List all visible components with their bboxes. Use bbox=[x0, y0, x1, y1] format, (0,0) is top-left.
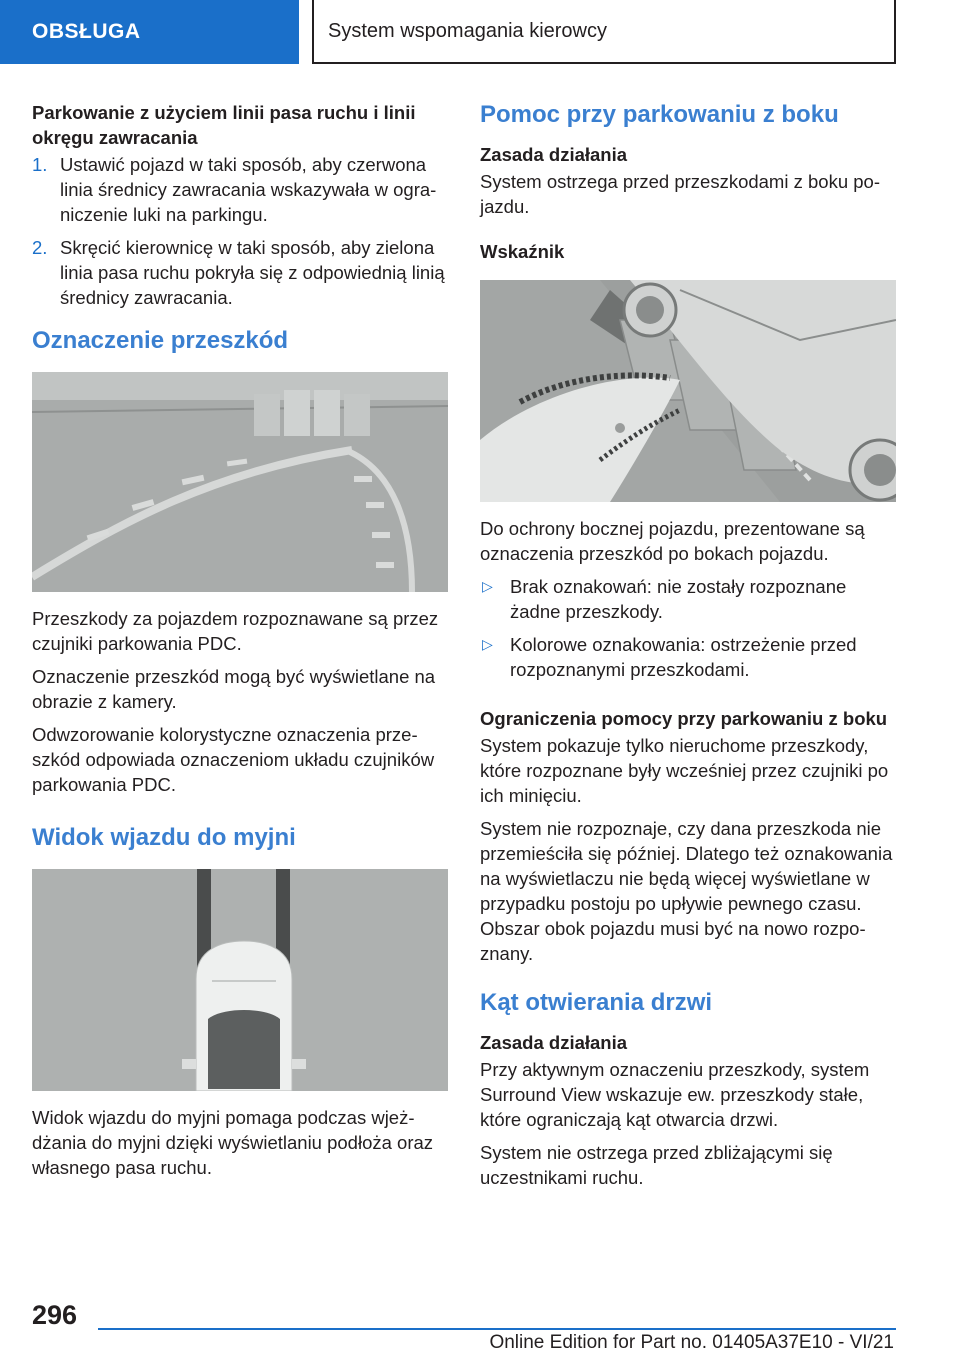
list-item bbox=[32, 152, 448, 227]
limits-para-1: System pokazuje tylko nieruchome przeszkody, które rozpoznane były wcześniej przez czujniki po ich minięciu. bbox=[480, 735, 889, 806]
carwash-view-image bbox=[32, 869, 448, 1091]
indicator-heading: Wskaźnik bbox=[480, 241, 565, 262]
chapter-title: System wspomagania kierowcy bbox=[312, 0, 896, 64]
indicator-bullets bbox=[480, 574, 896, 682]
obstacle-title: Oznaczenie przeszkód bbox=[32, 327, 289, 354]
indicator-para: Do ochrony bocznej pojazdu, prezentowane są oznaczenia przeszkód po bokach pojazdu. bbox=[480, 518, 865, 564]
principle-heading: Zasada działania bbox=[480, 144, 628, 165]
step-number: 1. bbox=[32, 154, 48, 175]
door-para-2: System nie ostrzega przed zbliżającymi się uczestnikami ruchu. bbox=[480, 1142, 833, 1188]
footer-divider bbox=[98, 1328, 896, 1330]
limits-heading: Ograniczenia pomocy przy parkowaniu z boku bbox=[480, 708, 888, 729]
section-tab[interactable]: OBSŁUGA bbox=[0, 0, 299, 64]
principle-para: System ostrzega przed przeszkodami z boku pojazdu. bbox=[480, 171, 880, 217]
carwash-title: Widok wjazdu do myjni bbox=[32, 824, 296, 851]
side-assist-title: Pomoc przy parkowaniu z boku bbox=[480, 101, 839, 128]
obstacle-para-1: Przeszkody za pojazdem rozpoznawane są przez czujniki parkowania PDC. bbox=[32, 608, 439, 654]
door-angle-title: Kąt otwierania drzwi bbox=[480, 989, 713, 1016]
list-item bbox=[480, 632, 896, 682]
bullet-text: Brak oznakowań: nie zostały rozpoznane żadne przeszkody. bbox=[510, 576, 847, 622]
obstacle-para-2: Oznaczenie przeszkód mogą być wyświetlane na obrazie z kamery. bbox=[32, 666, 436, 712]
steps-list bbox=[32, 152, 448, 310]
side-view-image bbox=[480, 280, 896, 502]
obstacle-marking-image bbox=[32, 372, 448, 592]
step-text: Ustawić pojazd w taki sposób, aby czerwona linia średnicy zawracania wskazywała w ograniczenie luki na parkingu. bbox=[60, 154, 437, 225]
bullet-text: Kolorowe oznakowania: ostrzeżenie przed rozpoznanymi przeszkodami. bbox=[510, 634, 857, 680]
right-column bbox=[480, 100, 896, 1198]
limits-para-2: System nie rozpoznaje, czy dana przeszkoda nie przemieściła się później. Dlatego też oznakowania na wyświetlaczu nie będą więcej wyświetlane w przypadku postoju po upływie pewnego czasu. Obszar obok pojazdu musi być na nowo rozpoznany. bbox=[480, 818, 893, 964]
triangle-bullet-icon: ▷ bbox=[482, 578, 493, 594]
parking-heading: Parkowanie z użyciem linii pasa ruchu i linii okręgu zawracania bbox=[32, 102, 416, 148]
triangle-bullet-icon: ▷ bbox=[482, 636, 493, 652]
carwash-para: Widok wjazdu do myjni pomaga podczas wjeżdżania do myjni dzięki wyświetlaniu podłoża oraz własnego pasa ruchu. bbox=[32, 1107, 434, 1178]
step-text: Skręcić kierownicę w taki sposób, aby zielona linia pasa ruchu pokryła się z odpowiednią linią średnicy zawracania. bbox=[60, 237, 445, 308]
edition-footer: Online Edition for Part no. 01405A37E10 - VI/21 bbox=[489, 1332, 894, 1353]
list-item bbox=[480, 574, 896, 624]
list-item bbox=[32, 235, 448, 310]
step-number: 2. bbox=[32, 237, 48, 258]
left-column bbox=[32, 100, 448, 1188]
door-principle-heading: Zasada działania bbox=[480, 1032, 628, 1053]
page-number: 296 bbox=[32, 1300, 78, 1330]
obstacle-para-3: Odwzorowanie kolorystyczne oznaczenia przeszkód odpowiada oznaczeniom układu czujników parkowania PDC. bbox=[32, 724, 435, 795]
door-para-1: Przy aktywnym oznaczeniu przeszkody, system Surround View wskazuje ew. przeszkody stałe, które ograniczają kąt otwarcia drzwi. bbox=[480, 1059, 870, 1130]
